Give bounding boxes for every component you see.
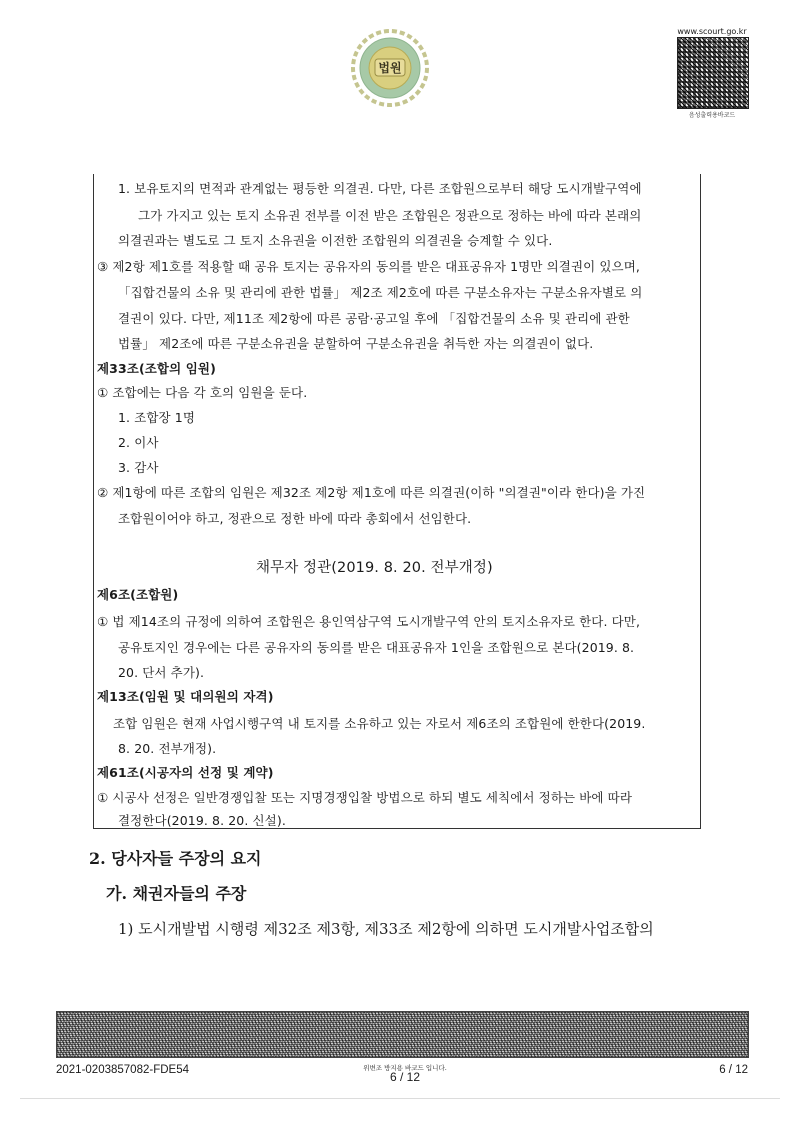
quote-line: 조합원이어야 하고, 정관으로 정한 바에 따라 총회에서 선임한다.: [118, 511, 472, 526]
quote-line: 결권이 있다. 다만, 제11조 제2항에 따른 공람·공고일 후에 「집합건물의 소유 및 관리에 관한: [118, 311, 630, 326]
quote-line: ③ 제2항 제1호를 적용할 때 공유 토지는 공유자의 동의를 받은 대표공유자 1명만 의결권이 있으며,: [97, 259, 640, 274]
quote-line: 조합 임원은 현재 사업시행구역 내 토지를 소유하고 있는 자로서 제6조의 조합원에 한한다(2019.: [113, 716, 646, 731]
page-number-right: 6 / 12: [719, 1064, 748, 1076]
quote-line: 2. 이사: [118, 435, 159, 450]
article-heading: 제13조(임원 및 대의원의 자격): [97, 689, 274, 704]
quote-line: 의결권과는 별도로 그 토지 소유권을 이전한 조합원의 의결권을 승계할 수 있다.: [118, 233, 553, 248]
quote-line: 공유토지인 경우에는 다른 공유자의 동의를 받은 대표공유자 1인을 조합원으로 본다(2019. 8.: [118, 640, 635, 655]
quote-line: 그가 가지고 있는 토지 소유권 전부를 이전 받은 조합원은 정관으로 정하는 바에 따라 본래의: [138, 208, 642, 223]
quote-line: 8. 20. 전부개정).: [118, 741, 217, 756]
section-heading: 2. 당사자들 주장의 요지: [89, 849, 262, 868]
quote-line: 3. 감사: [118, 460, 159, 475]
anti-forgery-barcode-icon: [56, 1011, 749, 1058]
court-seal-icon: [349, 22, 431, 114]
quote-line: ② 제1항에 따른 조합의 임원은 제32조 제2항 제1호에 따른 의결권(이하 "의결권"이라 한다)을 가진: [97, 485, 646, 500]
sub-heading: 가. 채권자들의 주장: [106, 884, 247, 903]
seal-text: 법원: [378, 61, 402, 75]
document-id: 2021-0203857082-FDE54: [56, 1064, 189, 1076]
qr-url-text: www.scourt.go.kr: [677, 27, 747, 36]
quote-line: 결정한다(2019. 8. 20. 신설).: [118, 813, 286, 828]
article-heading: 제33조(조합의 임원): [97, 361, 216, 376]
qr-caption: 음성출력용바코드: [688, 112, 736, 119]
quote-line: ① 법 제14조의 규정에 의하여 조합원은 용인역삼구역 도시개발구역 안의 토지소유자로 한다. 다만,: [97, 614, 641, 629]
quote-line: 「집합건물의 소유 및 관리에 관한 법률」 제2조 제2호에 따른 구분소유자는 구분소유자별로 의: [118, 285, 643, 300]
quote-line: ① 시공사 선정은 일반경쟁입찰 또는 지명경쟁입찰 방법으로 하되 별도 세칙에서 정하는 바에 따라: [97, 790, 633, 805]
qr-code-icon: [677, 37, 749, 109]
article-heading: 제61조(시공자의 선정 및 계약): [97, 765, 274, 780]
quote-line: ① 조합에는 다음 각 호의 임원을 둔다.: [97, 385, 308, 400]
page-number-center: 6 / 12: [389, 1070, 421, 1084]
barcode-note: 위변조 방지용 바코드 입니다.: [363, 1064, 447, 1072]
bottom-divider: [20, 1098, 780, 1099]
quote-line: 20. 단서 추가).: [118, 665, 205, 680]
quote-line: 1. 보유토지의 면적과 관계없는 평등한 의결권. 다만, 다른 조합원으로부터 해당 도시개발구역에: [118, 181, 642, 196]
article-heading: 제6조(조합원): [97, 587, 179, 602]
bylaws-title: 채무자 정관(2019. 8. 20. 전부개정): [256, 560, 493, 576]
body-paragraph: 1) 도시개발법 시행령 제32조 제3항, 제33조 제2항에 의하면 도시개발사업조합의: [118, 920, 654, 938]
quote-line: 1. 조합장 1명: [118, 410, 196, 425]
quote-line: 법률」 제2조에 따른 구분소유권을 분할하여 구분소유권을 취득한 자는 의결권이 없다.: [118, 336, 594, 351]
